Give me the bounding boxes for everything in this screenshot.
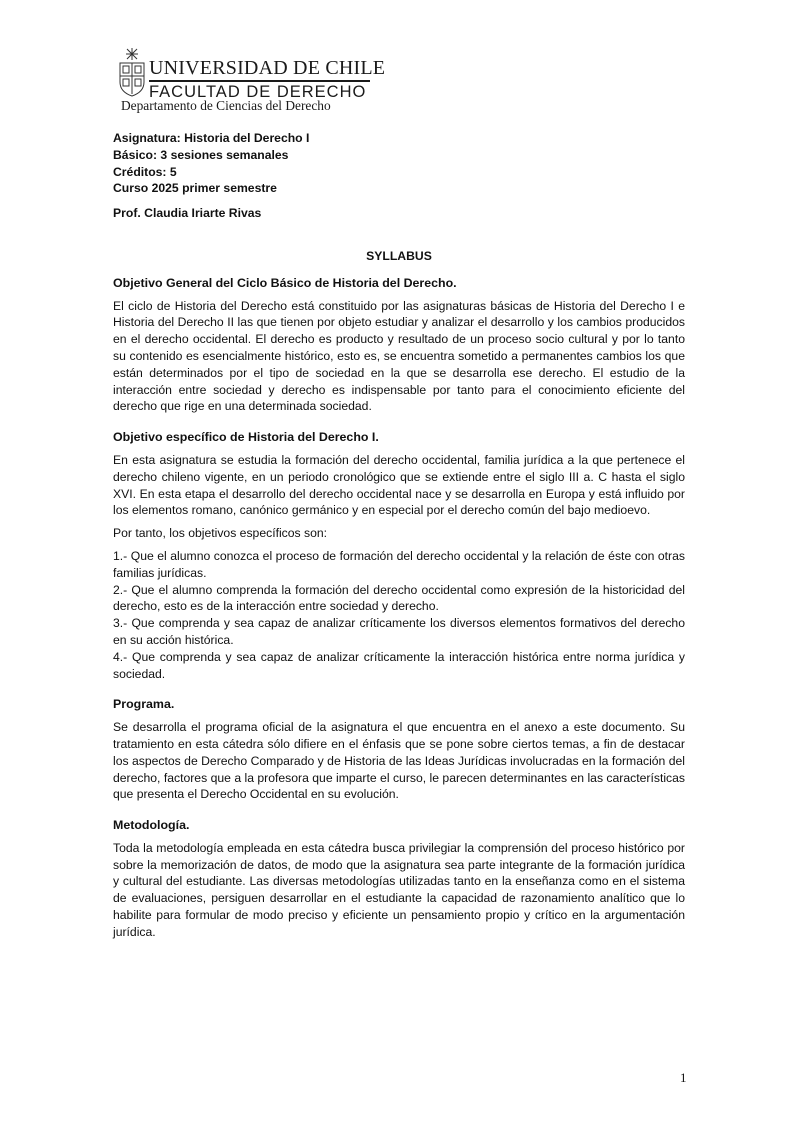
section-program (113, 696, 685, 803)
university-name: UNIVERSIDAD DE CHILE (149, 57, 386, 79)
objectives-list (113, 548, 685, 682)
section-paragraph: En esta asignatura se estudia la formación del derecho occidental, familia jurídica a la que pertenece el derecho chileno vigente, en un periodo cronológico que se extiende entre el siglo III a. C hasta el siglo XVI. En esta etapa el desarrollo del derecho occidental nace y se desarrolla en Europa y está influido por los elementos romano, canónico germánico y en especial por el derecho común del bajo medioevo. (113, 452, 685, 518)
section-heading: Metodología. (113, 818, 190, 833)
faculty-name: FACULTAD DE DERECHO (149, 83, 367, 101)
section-heading: Objetivo General del Ciclo Básico de Historia del Derecho. (113, 275, 457, 290)
university-crest-icon (117, 46, 147, 98)
list-item: 3.- Que comprenda y sea capaz de analizar críticamente los diversos elementos formativos del derecho en su acción histórica. (113, 616, 685, 647)
letterhead (114, 44, 386, 114)
section-heading: Programa. (113, 697, 175, 712)
header-rule (149, 80, 370, 82)
section-paragraph: Toda la metodología empleada en esta cátedra busca privilegiar la comprensión del proceso histórico por sobre la memorización de datos, de modo que la asignatura sea parte integrante de la formación jurídica y cultural del estudiante. Las diversas metodologías utilizadas tanto en la enseñanza como en el sistema de evaluaciones, persiguen desarrollar en el estudiante la capacidad de razonamiento analítico que lo habilite para formular de modo preciso y eficiente un pensamiento propio y crítico en la argumentación jurídica. (113, 840, 685, 939)
document-body (113, 130, 685, 941)
list-item: 2.- Que el alumno comprenda la formación del derecho occidental como expresión de la historicidad del derecho, esto es de la interacción entre sociedad y derecho. (113, 582, 685, 614)
department-name: Departamento de Ciencias del Derecho (121, 98, 331, 113)
objectives-intro: Por tanto, los objetivos específicos son: (113, 526, 328, 541)
list-item: 4.- Que comprenda y sea capaz de analizar críticamente la interacción histórica entre norma jurídica y sociedad. (113, 649, 685, 681)
section-methodology (113, 817, 685, 941)
course-professor: Prof. Claudia Iriarte Rivas (113, 206, 262, 221)
document-title: SYLLABUS (366, 248, 432, 263)
list-item: 1.- Que el alumno conozca el proceso de formación del derecho occidental y la relación de éste con otras familias jurídicas. (113, 548, 685, 580)
section-paragraph: Se desarrolla el programa oficial de la asignatura el que encuentra en el anexo a este documento. Su tratamiento en esta cátedra sólo difiere en el énfasis que se pone sobre ciertos temas, a fin de destacar los aspectos de Derecho Comparado y de Historia de las Ideas Jurídicas involucradas en la formación del derecho, factores que a la profesora que imparte el curso, le parecen determinantes en las características que presenta el Derecho Occidental en su evolución. (113, 720, 685, 802)
page-number: 1 (680, 1070, 687, 1085)
course-subject: Asignatura: Historia del Derecho I (113, 131, 310, 145)
section-heading: Objetivo específico de Historia del Derecho I. (113, 430, 379, 445)
section-specific-objective (113, 429, 685, 682)
section-general-objective (113, 275, 685, 415)
course-basic: Básico: 3 sesiones semanales (113, 147, 289, 162)
course-credits: Créditos: 5 (113, 164, 177, 179)
course-term: Curso 2025 primer semestre (113, 181, 277, 196)
section-paragraph: El ciclo de Historia del Derecho está constituido por las asignaturas básicas de Historia del Derecho I e Historia del Derecho II las que tienen por objeto estudiar y analizar el desarrollo y los cambios producidos en el derecho occidental. El derecho es producto y resultado de un proceso socio cultural y por lo tanto su contenido es esencialmente histórico, esto es, se encuentra sometido a permanentes cambios los que están determinados por el tipo de sociedad en la que se desarrolla ese derecho. El estudio de la interacción entre sociedad y derecho es indispensable por tanto para el conocimiento eficiente del derecho que rige en una determinada sociedad. (113, 298, 685, 414)
